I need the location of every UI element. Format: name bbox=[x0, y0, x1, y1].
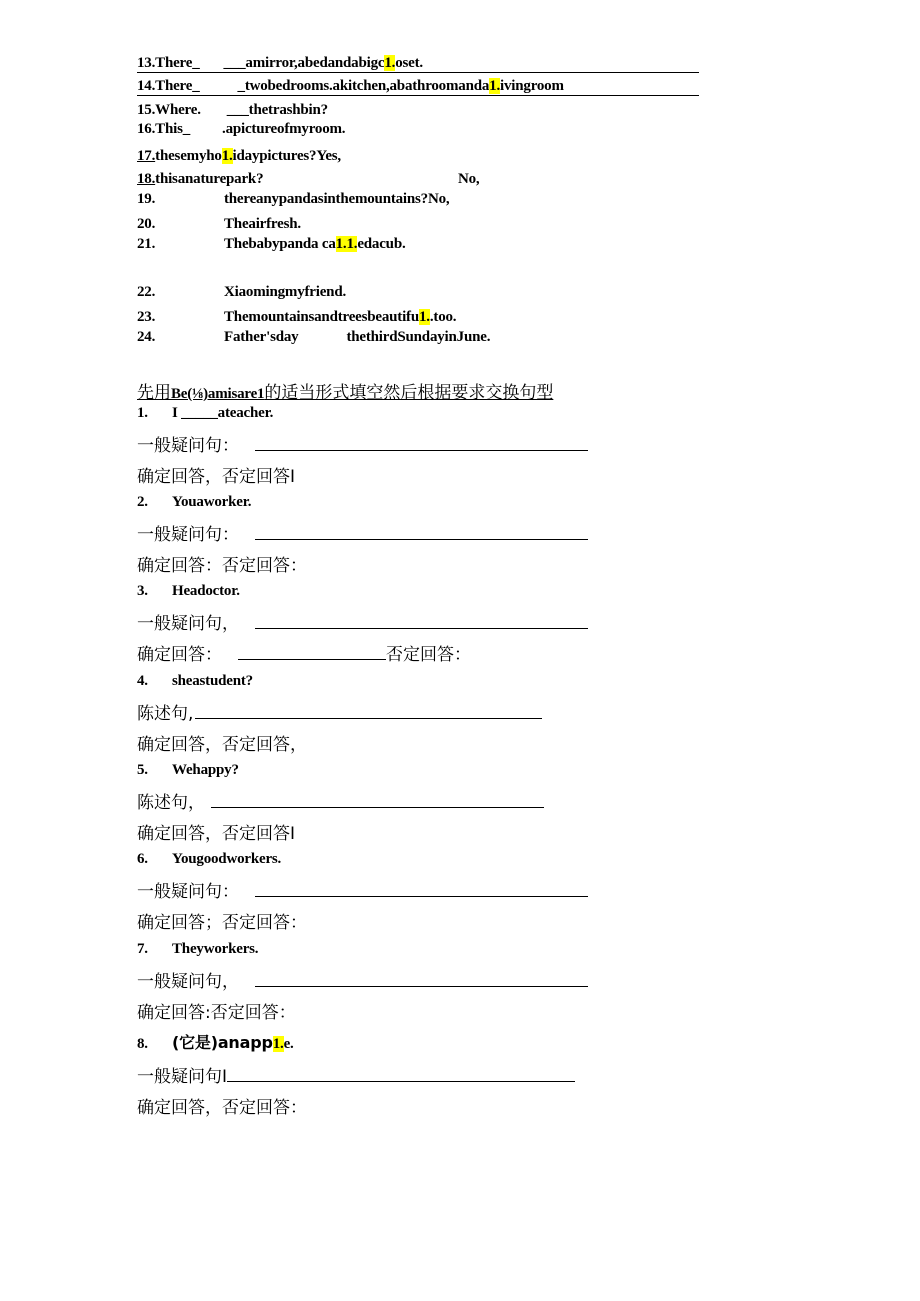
question-23-number: 23. bbox=[137, 309, 156, 325]
question-24-number: 24. bbox=[137, 329, 156, 345]
underline-rule bbox=[137, 95, 699, 96]
question-23: Themountainsandtreesbeautifu1..too. bbox=[224, 309, 457, 325]
question-20: Theairfresh. bbox=[224, 216, 301, 232]
exercise-4-answer-line: 确定回答，否定回答， bbox=[137, 735, 307, 755]
exercise-1: 1. I _____ateacher. bbox=[137, 405, 274, 421]
answer-blank[interactable] bbox=[227, 1081, 575, 1082]
exercise-3-question-line: 一般疑问句， bbox=[137, 609, 588, 634]
answer-blank[interactable] bbox=[211, 807, 544, 808]
exercise-3: 3. Headoctor. bbox=[137, 583, 240, 599]
highlight-mark: 1. bbox=[272, 1036, 284, 1052]
answer-blank[interactable] bbox=[255, 539, 588, 540]
question-15: 15.Where. ___thetrashbin? bbox=[137, 102, 328, 118]
question-19: thereanypandasinthemountains?No, bbox=[224, 191, 450, 207]
question-22-number: 22. bbox=[137, 284, 156, 300]
exercise-1-question-line: 一般疑问句： bbox=[137, 431, 588, 456]
exercise-1-answer-line: 确定回答，否定回答I bbox=[137, 467, 296, 487]
question-19-number: 19. bbox=[137, 191, 156, 207]
question-21-number: 21. bbox=[137, 236, 156, 252]
answer-blank[interactable] bbox=[255, 450, 588, 451]
exercise-6: 6. Yougoodworkers. bbox=[137, 851, 282, 867]
answer-blank[interactable] bbox=[255, 896, 588, 897]
exercise-7-question-line: 一般疑问句， bbox=[137, 967, 588, 992]
exercise-4-question-line: 陈述句, bbox=[137, 699, 542, 724]
exercise-4: 4. sheastudent? bbox=[137, 673, 253, 689]
exercise-2-question-line: 一般疑问句： bbox=[137, 520, 588, 545]
exercise-2-answer-line: 确定回答：否定回答： bbox=[137, 556, 307, 576]
highlight-mark: 1. bbox=[489, 78, 501, 94]
underline-rule bbox=[137, 72, 699, 73]
exercise-8-question-line: 一般疑问句I bbox=[137, 1062, 575, 1087]
section-heading: 先用Be(⅛)amisare1的适当形式填空然后根据要求交换句型 bbox=[137, 383, 554, 403]
exercise-3-answer-line: 确定回答： 否定回答： bbox=[137, 645, 471, 665]
highlight-mark: 1. bbox=[221, 148, 233, 164]
question-13: 13.There_ ___amirror,abedandabigc1.oset. bbox=[137, 55, 423, 71]
exercise-5: 5. Wehappy? bbox=[137, 762, 239, 778]
answer-blank[interactable] bbox=[238, 659, 386, 660]
exercise-8-answer-line: 确定回答，否定回答： bbox=[137, 1098, 307, 1118]
exercise-5-answer-line: 确定回答，否定回答I bbox=[137, 824, 296, 844]
exercise-8: 8. (它是)anapp1.e. bbox=[137, 1033, 294, 1052]
question-21: Thebabypanda ca1.1.edacub. bbox=[224, 236, 406, 252]
highlight-mark: 1. bbox=[384, 55, 396, 71]
answer-blank[interactable] bbox=[255, 986, 588, 987]
highlight-mark: 1.1. bbox=[335, 236, 358, 252]
answer-blank[interactable] bbox=[195, 718, 542, 719]
exercise-7-answer-line: 确定回答:否定回答： bbox=[137, 1003, 296, 1023]
question-20-number: 20. bbox=[137, 216, 156, 232]
question-24: Father'sday thethirdSundayinJune. bbox=[224, 329, 491, 345]
question-22: Xiaomingmyfriend. bbox=[224, 284, 347, 300]
answer-blank[interactable] bbox=[255, 628, 588, 629]
question-18: 18.thisanaturepark? bbox=[137, 171, 264, 187]
question-18-answer: No, bbox=[458, 171, 480, 187]
question-16: 16.This_ .apictureofmyroom. bbox=[137, 121, 346, 137]
exercise-2: 2. Youaworker. bbox=[137, 494, 252, 510]
exercise-7: 7. Theyworkers. bbox=[137, 941, 259, 957]
question-17: 17.thesemyho1.idaypictures?Yes, bbox=[137, 148, 341, 164]
exercise-5-question-line: 陈述句， bbox=[137, 788, 544, 813]
question-14: 14.There_ _twobedrooms.akitchen,abathroomanda1.ivingroom bbox=[137, 78, 564, 94]
exercise-6-question-line: 一般疑问句： bbox=[137, 877, 588, 902]
highlight-mark: 1. bbox=[419, 309, 430, 325]
exercise-6-answer-line: 确定回答；否定回答： bbox=[137, 913, 307, 933]
